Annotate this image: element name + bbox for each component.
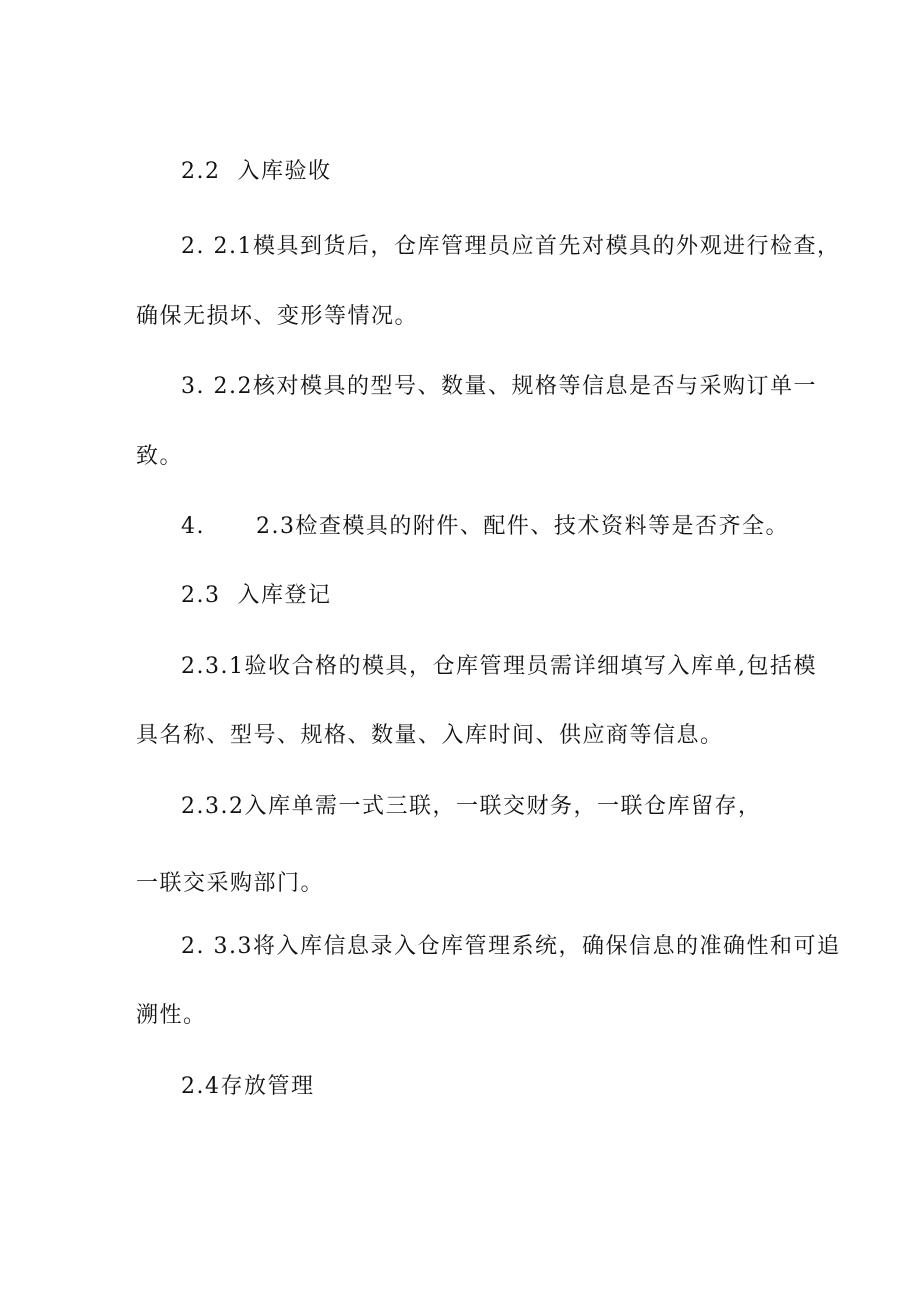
paragraph-2-2-3: 4. 2.3检查模具的附件、配件、技术资料等是否齐全。 — [181, 514, 789, 539]
paragraph-2-2-2-cont: 致。 — [136, 444, 184, 469]
paragraph-2-3-3-cont: 溯性。 — [136, 1003, 207, 1028]
paragraph-2-2-1: 2. 2.1模具到货后，仓库管理员应首先对模具的外观进行检查， — [181, 234, 841, 259]
paragraph-2-2-2: 3. 2.2核对模具的型号、数量、规格等信息是否与采购订单一 — [181, 374, 817, 399]
paragraph-2-3-2-cont: 一联交采购部门。 — [136, 871, 325, 896]
paragraph-2-3-3: 2. 3.3将入库信息录入仓库管理系统，确保信息的准确性和可追 — [181, 934, 841, 959]
paragraph-2-3-2: 2.3.2入库单需一式三联，一联交财务，一联仓库留存， — [181, 794, 762, 819]
section-heading-2-3: 2.3 入库登记 — [181, 583, 332, 608]
paragraph-2-3-1: 2.3.1验收合格的模具，仓库管理员需详细填写入库单,包括模 — [181, 654, 817, 679]
section-heading-2-2: 2.2 入库验收 — [181, 159, 332, 184]
section-heading-2-4: 2.4存放管理 — [181, 1074, 315, 1099]
paragraph-2-3-1-cont: 具名称、型号、规格、数量、入库时间、供应商等信息。 — [136, 723, 724, 748]
paragraph-2-2-1-cont: 确保无损坏、变形等情况。 — [136, 304, 419, 329]
